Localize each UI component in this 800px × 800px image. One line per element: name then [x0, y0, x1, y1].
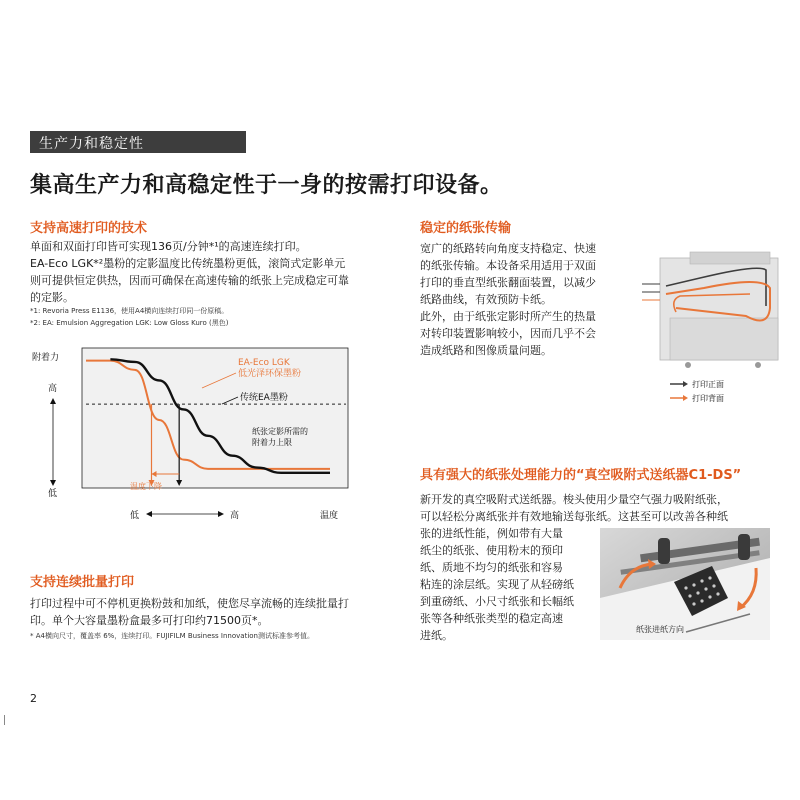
x-tick-high: 高: [230, 511, 240, 521]
body-line: 打印的垂直型纸张翻面装置，以减少: [420, 276, 596, 289]
y-arrow-head-bottom: [50, 480, 56, 486]
temp-drop-label: 温度下降: [130, 482, 162, 491]
chart-plot-area: [82, 348, 348, 488]
body-line: 张等各种纸张类型的稳定高速: [420, 612, 563, 625]
body-line: 到重磅纸、小尺寸纸张和长幅纸: [420, 595, 574, 608]
body-line: EA-Eco LGK*²墨粉的定影温度比传统墨粉更低，滚筒式定影单元: [30, 257, 346, 270]
batch-body: [30, 595, 395, 629]
body-line: 则可提供恒定供热，因而可确保在高速传输的纸张上完成稳定可靠: [30, 274, 349, 287]
high-speed-body: [30, 238, 390, 306]
y-axis-label: 附着力: [32, 353, 60, 363]
threshold-label-1: 纸张定影所需的: [252, 427, 308, 436]
legend-front-arrow-head: [683, 381, 688, 387]
vacuum-feeder-photo: [600, 528, 770, 640]
batch-title: 支持连续批量打印: [30, 575, 135, 590]
body-line: 纸尘的纸张、使用粉末的预印: [420, 544, 563, 557]
high-speed-title: 支持高速打印的技术: [30, 221, 148, 236]
vacuum-body-top: [420, 491, 770, 525]
y-arrow-head-top: [50, 398, 56, 404]
body-line: 纸路曲线，有效预防卡纸。: [420, 293, 552, 306]
body-line: 纸、质地不均匀的纸张和容易: [420, 561, 563, 574]
page-headline: 集高生产力和高稳定性于一身的按需打印设备。: [30, 173, 503, 198]
legend-back-label: 打印背面: [692, 394, 724, 403]
roller: [738, 534, 750, 560]
vacuum-feeder-title: 具有强大的纸张处理能力的“真空吸附式送纸器C1-DS”: [420, 468, 742, 483]
body-line: 对转印装置影响较小，因而几乎不会: [420, 327, 596, 340]
adhesion-chart: [30, 346, 350, 521]
body-line: 宽广的纸路转向角度支持稳定、快速: [420, 242, 596, 255]
y-tick-low: 低: [48, 489, 58, 499]
body-line: 可以轻松分离纸张并有效地输送每张纸。这甚至可以改善各种纸: [420, 510, 728, 523]
page-number: 2: [30, 692, 37, 705]
footnote: *1: Revoria Press E1136，使用A4横向连续打印同一份原稿。: [30, 307, 229, 315]
body-line: 打印过程中可不停机更换粉鼓和加纸，使您尽享流畅的连续批量打: [30, 597, 349, 610]
high-speed-notes: [30, 305, 229, 329]
printer-wheel: [755, 362, 761, 368]
body-line: 单面和双面打印皆可实现136页/分钟*¹的高速连续打印。: [30, 240, 307, 253]
threshold-label-2: 附着力上限: [252, 438, 292, 447]
body-line: 张的进纸性能，例如带有大量: [420, 527, 563, 540]
conventional-label: 传统EA墨粉: [240, 393, 288, 403]
eco-label-1: EA-Eco LGK: [238, 358, 290, 368]
feed-direction-caption: 纸张进纸方向: [636, 625, 684, 634]
body-line: 印。单个大容量墨粉盒最多可打印约71500页*。: [30, 614, 269, 627]
eco-label-2: 低光泽环保墨粉: [238, 369, 302, 379]
body-line: 的定影。: [30, 291, 74, 304]
x-arrow-head-left: [146, 511, 152, 517]
body-line: 造成纸路和图像质量问题。: [420, 344, 552, 357]
printer-lower-unit: [670, 318, 778, 360]
printer-top-unit: [690, 252, 770, 264]
paper-path-svg: [640, 248, 780, 408]
x-arrow-head-right: [218, 511, 224, 517]
roller: [658, 538, 670, 564]
x-axis-label: 温度: [320, 511, 339, 521]
body-line: 进纸。: [420, 629, 453, 642]
section-header: [30, 131, 246, 153]
adhesion-chart-svg: [30, 346, 350, 521]
vacuum-body-side: [420, 525, 595, 644]
section-header-label: 生产力和稳定性: [39, 136, 144, 152]
margin-mark: [4, 715, 5, 725]
x-tick-low: 低: [130, 511, 140, 521]
printer-wheel: [685, 362, 691, 368]
batch-footnote: * A4横向尺寸，覆盖率 6%，连续打印。FUJIFILM Business Innovation测试标准参考值。: [30, 632, 314, 640]
legend-back-arrow-head: [683, 395, 688, 401]
y-tick-high: 高: [48, 384, 58, 394]
footnote: *2: EA: Emulsion Aggregation LGK: Low Gloss Kuro (黑色): [30, 319, 229, 327]
transport-title: 稳定的纸张传输: [420, 221, 512, 236]
body-line: 的纸张传输。本设备采用适用于双面: [420, 259, 596, 272]
feeder-photo-svg: [600, 528, 770, 640]
body-line: 新开发的真空吸附式送纸器。梭头使用少量空气强力吸附纸张，: [420, 493, 728, 506]
body-line: 此外，由于纸张定影时所产生的热量: [420, 310, 596, 323]
paper-path-diagram: [640, 248, 780, 408]
legend-front-label: 打印正面: [692, 380, 724, 389]
body-line: 粘连的涂层纸。实现了从轻磅纸: [420, 578, 574, 591]
transport-body: [420, 240, 625, 359]
